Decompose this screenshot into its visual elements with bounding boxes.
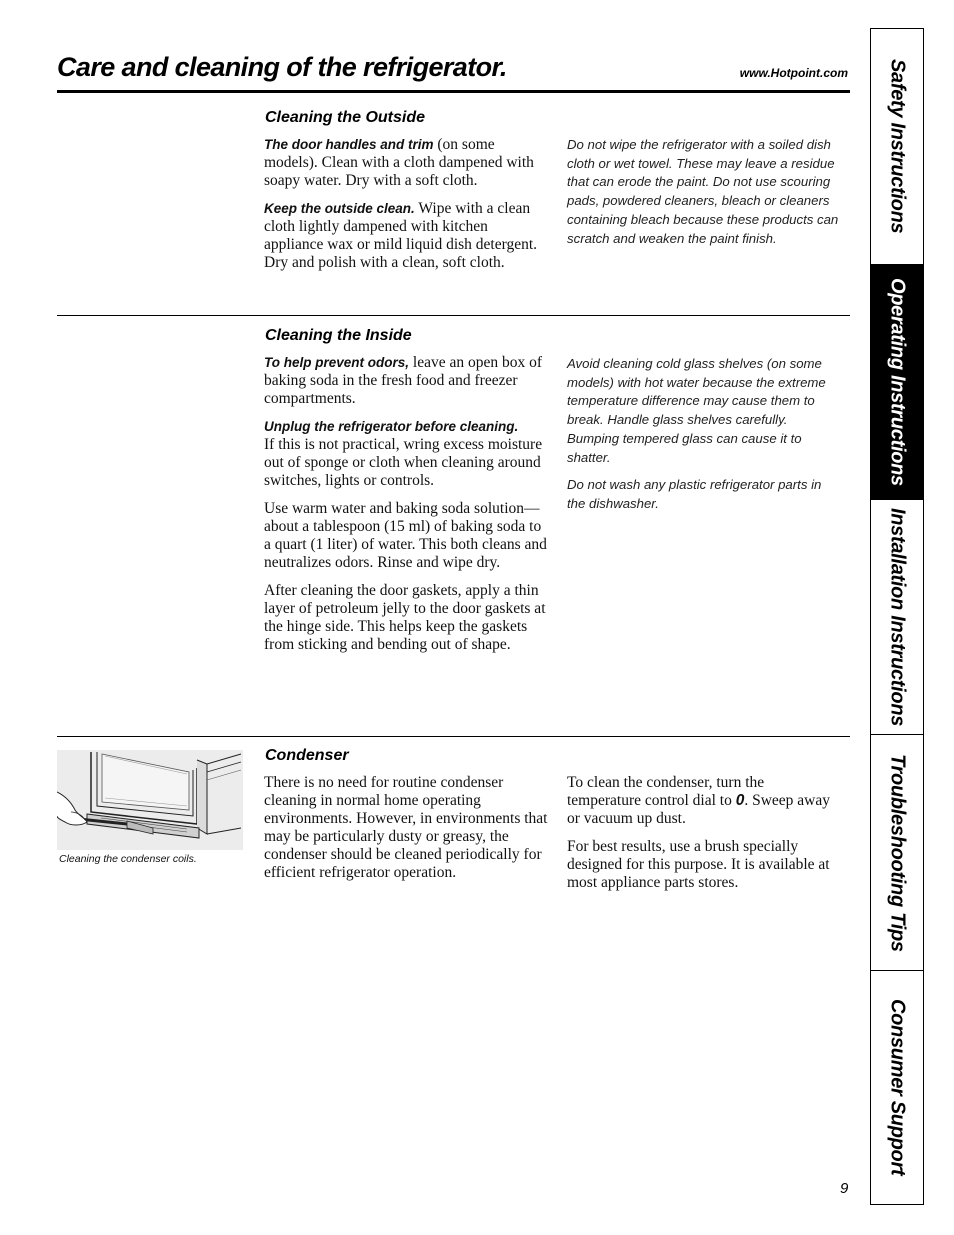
tab-label: Troubleshooting Tips	[886, 753, 909, 952]
tab-installation-instructions[interactable]	[871, 500, 923, 735]
tab-label: Operating Instructions	[886, 278, 909, 486]
door-gaskets-paragraph: After cleaning the door gaskets, apply a thin layer of petroleum jelly to the door gaskets at the hinge side. This helps keep the gaskets from sticking and bending out of shape.	[264, 582, 546, 653]
condenser-left-column	[264, 774, 548, 892]
figure-caption: Cleaning the condenser coils.	[59, 853, 197, 865]
section-heading-condenser: Condenser	[265, 747, 349, 764]
outside-clean-lead: Keep the outside clean.	[264, 201, 415, 216]
brush-paragraph: For best results, use a brush specially designed for this purpose. It is available at most appliance parts stores.	[567, 838, 830, 891]
website-url[interactable]: www.Hotpoint.com	[739, 66, 848, 80]
side-navigation-tabs	[870, 28, 924, 1205]
tab-label: Safety Instructions	[886, 59, 909, 234]
outside-right-column	[567, 136, 842, 257]
page-title: Care and cleaning of the refrigerator.	[57, 52, 507, 82]
odors-text: leave an open box of baking soda in the fresh food and freezer compartments.	[264, 354, 543, 407]
odors-paragraph	[264, 354, 548, 408]
door-handles-lead: The door handles and trim	[264, 137, 434, 152]
door-handles-paragraph	[264, 136, 548, 190]
condenser-clean-paragraph	[567, 774, 842, 828]
section-heading-outside: Cleaning the Outside	[265, 109, 426, 126]
glass-shelves-note: Avoid cleaning cold glass shelves (on some models) with hot water because the extreme temperature difference may cause them to break. Handle glass shelves carefully. Bumping tempered glass can cause it to shatter.	[567, 356, 826, 465]
tab-label: Consumer Support	[886, 999, 909, 1176]
baking-soda-paragraph: Use warm water and baking soda solution—about a tablespoon (15 ml) of baking soda to a quart (1 liter) of water. This both cleans and neutralizes odors. Rinse and wipe dry.	[264, 500, 547, 571]
section-divider	[57, 315, 850, 316]
unplug-paragraph	[264, 418, 548, 490]
dial-setting: 0	[735, 792, 745, 809]
inside-right-column	[567, 355, 842, 523]
tab-troubleshooting-tips[interactable]	[871, 735, 923, 971]
tab-consumer-support[interactable]	[871, 971, 923, 1204]
unplug-text: If this is not practical, wring excess moisture out of sponge or cloth when cleaning around switches, lights or controls.	[264, 436, 543, 489]
tab-operating-instructions[interactable]	[871, 265, 923, 500]
odors-lead: To help prevent odors,	[264, 355, 410, 370]
title-divider	[57, 90, 850, 93]
inside-left-column	[264, 354, 548, 664]
outside-clean-text: Wipe with a clean cloth lightly dampened with kitchen appliance wax or mild liquid dish detergent. Dry and polish with a clean, soft cloth.	[264, 200, 538, 271]
condenser-clean-text: To clean the condenser, turn the temperature control dial to	[567, 774, 765, 809]
unplug-lead: Unplug the refrigerator before cleaning.	[264, 419, 519, 434]
outside-clean-paragraph	[264, 200, 548, 272]
tab-label: Installation Instructions	[886, 507, 909, 727]
outside-caution-note: Do not wipe the refrigerator with a soiled dish cloth or wet towel. These may leave a residue that can erode the paint. Do not use scouring pads, powdered cleaners, bleach or cleaners containing bleach because these products can scratch and weaken the paint finish.	[567, 137, 839, 246]
condenser-paragraph: There is no need for routine condenser cleaning in normal home operating environments. However, in environments that may be particularly dusty or greasy, the condenser should be cleaned periodically for efficient refrigerator operation.	[264, 774, 548, 881]
condenser-clean-end: . Sweep away or vacuum up dust.	[567, 792, 830, 827]
tab-safety-instructions[interactable]	[871, 29, 923, 265]
condenser-coils-drawing	[57, 750, 243, 850]
section-divider	[57, 736, 850, 737]
section-heading-inside: Cleaning the Inside	[265, 327, 412, 344]
outside-left-column	[264, 136, 548, 282]
page-number: 9	[840, 1180, 849, 1197]
condenser-right-column	[567, 774, 842, 902]
condenser-illustration	[57, 750, 243, 850]
dishwasher-note: Do not wash any plastic refrigerator parts in the dishwasher.	[567, 477, 822, 511]
door-handles-text: (on some models). Clean with a cloth dampened with soapy water. Dry with a soft cloth.	[264, 136, 534, 189]
